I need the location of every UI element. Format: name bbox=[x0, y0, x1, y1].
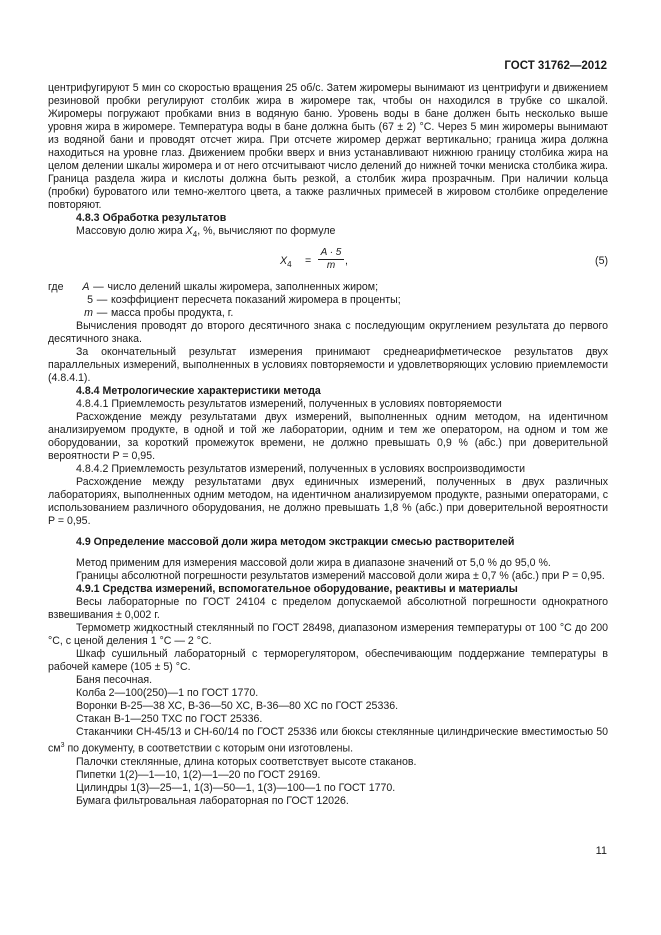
paragraph: За окончательный результат измерения принимают среднеарифметическое результатов двух параллельных измерений, выполненных в условиях повторяемости и удовлетворяющих условию приемлемости (4.8.4.1). bbox=[48, 346, 608, 385]
page-number: 11 bbox=[595, 845, 607, 857]
paragraph: Термометр жидкостный стеклянный по ГОСТ 28498, диапазоном измерения температуры от 100 °С до 200 °С, с ценой деления 1 °С — 2 °С. bbox=[48, 622, 608, 648]
formula-equals: = bbox=[305, 255, 312, 268]
paragraph: Весы лабораторные по ГОСТ 24104 с пределом допускаемой абсолютной погрешности однократного взвешивания ± 0,002 г. bbox=[48, 596, 608, 622]
paragraph: Метод применим для измерения массовой доли жира в диапазоне значений от 5,0 % до 95,0 %. bbox=[76, 557, 551, 570]
formula-numerator: A · 5 bbox=[318, 247, 344, 260]
paragraph: Расхождение между результатами двух измерений, выполненных одним методом, на идентичном анализируемом продукте, в одной и той же лаборатории, одним и тем же оператором, на одном и том же оборудовании, за короткий промежуток времени, не должно превышать 0,9 % (абс.) при доверительной вероятности P = 0,95. bbox=[48, 411, 608, 463]
where-line: где A — число делений шкалы жиромера, заполненных жиром; bbox=[48, 281, 379, 294]
paragraph: Цилиндры 1(3)—25—1, 1(3)—50—1, 1(3)—100—1 по ГОСТ 1770. bbox=[76, 781, 396, 794]
formula-intro-text-a: Массовую долю жира bbox=[76, 225, 186, 237]
paragraph: Воронки В-25—38 ХС, В-36—50 ХС, В-36—80 ХС по ГОСТ 25336. bbox=[76, 700, 399, 713]
formula-tail: , bbox=[345, 255, 348, 268]
formula-denominator: m bbox=[326, 260, 336, 272]
paragraph: Палочки стеклянные, длина которых соответствует высоте стаканов. bbox=[76, 755, 417, 768]
paragraph: Расхождение между результатами двух единичных измерений, полученных в двух различных лабораториях, выполненных одним методом, на идентичном анализируемом продукте, разными операторами, с использованием различного оборудования, не должно превышать 1,8 % (абс.) при доверительной вероятности P = 0,95. bbox=[48, 476, 608, 528]
paragraph: Баня песочная. bbox=[76, 674, 153, 687]
standard-header: ГОСТ 31762—2012 bbox=[504, 60, 607, 72]
formula-number: (5) bbox=[595, 255, 608, 268]
formula-fraction bbox=[318, 247, 344, 272]
paragraph: Колба 2—100(250)—1 по ГОСТ 1770. bbox=[76, 687, 259, 700]
paragraph: Пипетки 1(2)—1—10, 1(2)—1—20 по ГОСТ 29169. bbox=[76, 768, 321, 781]
formula-intro-symbol: $X_4$ bbox=[185, 225, 198, 240]
paragraph: Вычисления проводят до второго десятичного знака с последующим округлением результата до первого десятичного знака. bbox=[48, 320, 608, 346]
section-heading-4-9: 4.9 Определение массовой доли жира методом экстракции смесью растворителей bbox=[76, 536, 515, 549]
where-line: 5 — коэффициент пересчета показаний жиромера в проценты; bbox=[87, 294, 401, 307]
section-heading-4-9-1: 4.9.1 Средства измерений, вспомогательное оборудование, реактивы и материалы bbox=[76, 583, 518, 596]
subsection-4-8-4-1: 4.8.4.1 Приемлемость результатов измерений, полученных в условиях повторяемости bbox=[76, 398, 502, 411]
page-body bbox=[48, 82, 608, 808]
paragraph: Бумага фильтровальная лабораторная по ГОСТ 12026. bbox=[76, 794, 349, 807]
paragraph: Шкаф сушильный лабораторный с терморегулятором, обеспечивающим поддержание температуры в рабочей камере (105 ± 5) °С. bbox=[48, 648, 608, 674]
paragraph: Границы абсолютной погрешности результатов измерений массовой доли жира ± 0,7 % (абс.) при P = 0,95. bbox=[76, 570, 605, 583]
formula-lhs: $X_4$ bbox=[280, 255, 292, 270]
section-heading-4-8-3: 4.8.3 Обработка результатов bbox=[76, 212, 227, 224]
paragraph: Стакан В-1—250 ТХС по ГОСТ 25336. bbox=[76, 713, 263, 726]
formula-intro bbox=[48, 225, 608, 241]
section-heading-4-8-4: 4.8.4 Метрологические характеристики метода bbox=[76, 385, 321, 398]
formula-5 bbox=[48, 247, 608, 277]
subsection-4-8-4-2: 4.8.4.2 Приемлемость результатов измерений, полученных в условиях воспроизводимости bbox=[76, 463, 526, 476]
where-line: m — масса пробы продукта, г. bbox=[84, 307, 234, 320]
paragraph: Стаканчики СН-45/13 и СН-60/14 по ГОСТ 25336 или бюксы стеклянные цилиндрические вместимостью 50 $см^3$ по документу, в соответствии с которым они изготовлены. bbox=[48, 726, 608, 755]
formula-intro-text-b: , %, вычисляют по формуле bbox=[197, 225, 336, 237]
paragraph: центрифугируют 5 мин со скоростью вращения 25 об/с. Затем жиромеры вынимают из центрифуги и движением резиновой пробки регулируют столбик жира в жиромере так, чтобы он находился в трубке со шкалой. Жиромеры погружают пробками вниз в водяную баню. Уровень воды в бане должен быть несколько выше уровня жира в жиромере. Температура воды в бане должна быть (67 ± 2) °С. Через 5 мин жиромеры вынимают из водяной бани и проводят отсчет жира. При отсчете жиромер держат вертикально; граница жира должна находиться на уровне глаз. Движением пробки вверх и вниз устанавливают нижнюю границу столбика жира на целом делении шкалы жиромера и от него отсчитывают число делений до нижней точки мениска столбика жира. Граница раздела жира и кислоты должна быть резкой, а столбик жира прозрачным. При наличии кольца (пробки) буроватого или темно-желтого цвета, а также различных примесей в жировом столбике определение повторяют. bbox=[48, 82, 608, 211]
